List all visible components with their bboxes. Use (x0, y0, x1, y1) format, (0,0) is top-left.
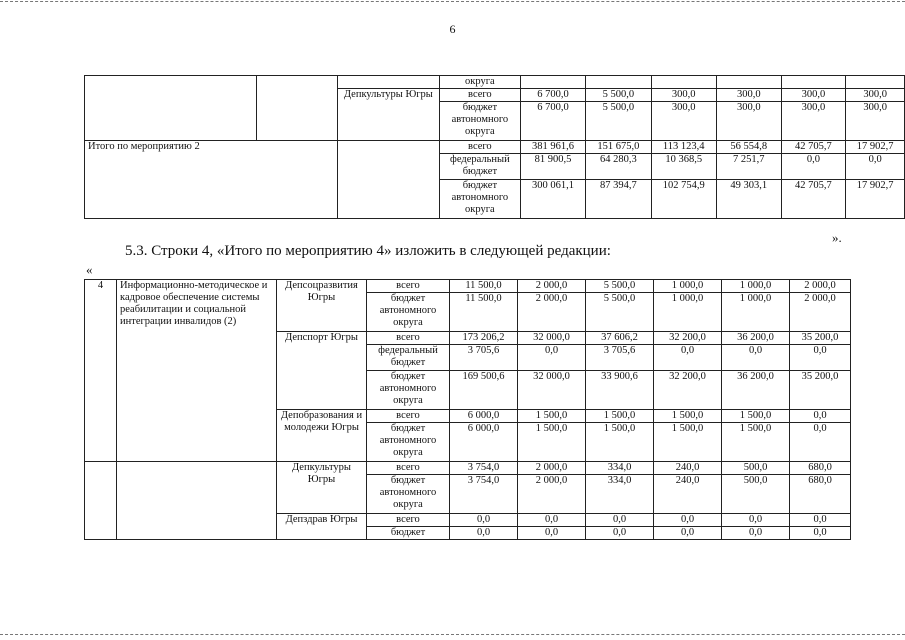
empty-cell (117, 462, 277, 540)
value-cell: 1 000,0 (654, 293, 722, 332)
value-cell: 1 500,0 (654, 410, 722, 423)
value-cell: 11 500,0 (450, 293, 518, 332)
value-cell: 3 754,0 (450, 462, 518, 475)
value-cell: 42 705,7 (781, 141, 846, 154)
executor-cell: Депздрав Югры (277, 514, 367, 540)
scan-edge-top (0, 1, 905, 2)
value-cell: 36 200,0 (722, 332, 790, 345)
executor-cell: Депспорт Югры (277, 332, 367, 410)
value-cell: 2 000,0 (518, 462, 586, 475)
value-cell: 334,0 (586, 475, 654, 514)
value-cell: 32 000,0 (518, 332, 586, 345)
value-cell: 680,0 (790, 475, 851, 514)
value-cell: 0,0 (790, 527, 851, 540)
value-cell: 0,0 (790, 345, 851, 371)
value-cell: 49 303,1 (716, 180, 781, 219)
value-cell: 35 200,0 (790, 371, 851, 410)
value-cell: 81 900,5 (520, 154, 585, 180)
continuation-table (84, 75, 905, 219)
value-cell: 1 000,0 (722, 293, 790, 332)
value-cell: 0,0 (450, 527, 518, 540)
value-cell: 3 705,6 (586, 345, 654, 371)
value-cell: 0,0 (790, 423, 851, 462)
value-cell: 17 902,7 (846, 180, 905, 219)
funding-source-cell: федеральный бюджет (367, 345, 450, 371)
value-cell: 2 000,0 (518, 475, 586, 514)
value-cell: 0,0 (518, 527, 586, 540)
value-cell: 32 200,0 (654, 332, 722, 345)
value-cell: 32 200,0 (654, 371, 722, 410)
value-cell: 5 500,0 (586, 89, 651, 102)
value-cell: 17 902,7 (846, 141, 905, 154)
value-cell: 2 000,0 (790, 293, 851, 332)
value-cell: 102 754,9 (651, 180, 716, 219)
value-cell: 240,0 (654, 462, 722, 475)
value-cell: 0,0 (586, 527, 654, 540)
value-cell: 3 705,6 (450, 345, 518, 371)
value-cell: 42 705,7 (781, 180, 846, 219)
funding-source-cell: округа (440, 76, 521, 89)
funding-source-cell: бюджет автономного округа (440, 180, 521, 219)
value-cell: 0,0 (781, 154, 846, 180)
funding-source-cell: бюджет автономного округа (367, 293, 450, 332)
value-cell: 5 500,0 (586, 280, 654, 293)
value-cell: 300,0 (846, 89, 905, 102)
table-row (85, 76, 905, 89)
funding-source-cell: всего (367, 462, 450, 475)
value-cell: 1 000,0 (722, 280, 790, 293)
value-cell: 334,0 (586, 462, 654, 475)
value-cell: 2 000,0 (518, 293, 586, 332)
empty-cell (85, 462, 117, 540)
value-cell: 2 000,0 (518, 280, 586, 293)
value-cell: 35 200,0 (790, 332, 851, 345)
value-cell: 5 500,0 (586, 293, 654, 332)
value-cell: 5 500,0 (586, 102, 651, 141)
value-cell: 1 500,0 (654, 423, 722, 462)
value-cell: 1 500,0 (518, 423, 586, 462)
value-cell: 300,0 (781, 102, 846, 141)
value-cell: 300,0 (651, 102, 716, 141)
row-4-table (84, 279, 851, 540)
value-cell: 500,0 (722, 462, 790, 475)
executor-cell: Депкультуры Югры (337, 89, 439, 141)
activity-cell: Информационно-методическое и кадровое обеспечение системы реабилитации и социальной интеграции инвалидов (2) (117, 280, 277, 462)
value-cell: 381 961,6 (520, 141, 585, 154)
value-cell: 300,0 (781, 89, 846, 102)
value-cell: 240,0 (654, 475, 722, 514)
funding-source-cell: всего (440, 141, 521, 154)
funding-source-cell: всего (367, 280, 450, 293)
funding-source-cell: всего (367, 410, 450, 423)
value-cell: 300 061,1 (520, 180, 585, 219)
value-cell: 300,0 (716, 102, 781, 141)
executor-cell: Депкультуры Югры (277, 462, 367, 514)
funding-source-cell: федеральный бюджет (440, 154, 521, 180)
value-cell: 64 280,3 (586, 154, 651, 180)
value-cell: 0,0 (722, 527, 790, 540)
funding-source-cell: бюджет автономного округа (367, 423, 450, 462)
value-cell: 0,0 (450, 514, 518, 527)
value-cell: 32 000,0 (518, 371, 586, 410)
value-cell: 1 500,0 (722, 423, 790, 462)
funding-source-cell: всего (367, 514, 450, 527)
value-cell: 0,0 (654, 514, 722, 527)
value-cell: 300,0 (846, 102, 905, 141)
funding-source-cell: бюджет автономного округа (440, 102, 521, 141)
opening-quote: « (86, 262, 93, 277)
table-row (85, 462, 851, 475)
value-cell: 0,0 (586, 514, 654, 527)
value-cell: 151 675,0 (586, 141, 651, 154)
value-cell: 500,0 (722, 475, 790, 514)
value-cell: 0,0 (654, 527, 722, 540)
value-cell: 6 700,0 (520, 89, 585, 102)
value-cell: 3 754,0 (450, 475, 518, 514)
funding-source-cell: бюджет автономного округа (367, 371, 450, 410)
value-cell: 0,0 (846, 154, 905, 180)
funding-source-cell: бюджет (367, 527, 450, 540)
page-number: 6 (449, 22, 456, 36)
value-cell: 1 500,0 (586, 410, 654, 423)
value-cell: 300,0 (716, 89, 781, 102)
value-cell: 1 500,0 (518, 410, 586, 423)
value-cell: 0,0 (722, 345, 790, 371)
value-cell: 1 000,0 (654, 280, 722, 293)
value-cell: 1 500,0 (586, 423, 654, 462)
value-cell: 0,0 (518, 345, 586, 371)
scan-edge-bottom (0, 634, 905, 635)
value-cell: 173 206,2 (450, 332, 518, 345)
value-cell: 10 368,5 (651, 154, 716, 180)
value-cell: 680,0 (790, 462, 851, 475)
row-4-body (85, 280, 851, 540)
value-cell: 113 123,4 (651, 141, 716, 154)
value-cell: 0,0 (790, 410, 851, 423)
value-cell: 0,0 (790, 514, 851, 527)
closing-quote: ». (832, 230, 842, 245)
value-cell: 6 000,0 (450, 423, 518, 462)
value-cell: 37 606,2 (586, 332, 654, 345)
value-cell: 2 000,0 (790, 280, 851, 293)
value-cell: 0,0 (518, 514, 586, 527)
value-cell: 7 251,7 (716, 154, 781, 180)
funding-source-cell: всего (367, 332, 450, 345)
value-cell: 11 500,0 (450, 280, 518, 293)
section-heading: 5.3. Строки 4, «Итого по мероприятию 4» изложить в следующей редакции: (125, 243, 611, 259)
row-number-cell: 4 (85, 280, 117, 462)
value-cell: 300,0 (651, 89, 716, 102)
value-cell: 0,0 (722, 514, 790, 527)
total-label-cell: Итого по мероприятию 2 (85, 141, 338, 219)
value-cell: 0,0 (654, 345, 722, 371)
value-cell: 36 200,0 (722, 371, 790, 410)
value-cell: 6 000,0 (450, 410, 518, 423)
value-cell: 1 500,0 (722, 410, 790, 423)
executor-cell: Депсоцразвития Югры (277, 280, 367, 332)
value-cell: 56 554,8 (716, 141, 781, 154)
value-cell: 169 500,6 (450, 371, 518, 410)
funding-source-cell: бюджет автономного округа (367, 475, 450, 514)
value-cell: 33 900,6 (586, 371, 654, 410)
table-row (85, 280, 851, 293)
value-cell: 87 394,7 (586, 180, 651, 219)
value-cell: 6 700,0 (520, 102, 585, 141)
funding-source-cell: всего (440, 89, 521, 102)
executor-cell: Депобразования и молодежи Югры (277, 410, 367, 462)
table-row (85, 141, 905, 154)
